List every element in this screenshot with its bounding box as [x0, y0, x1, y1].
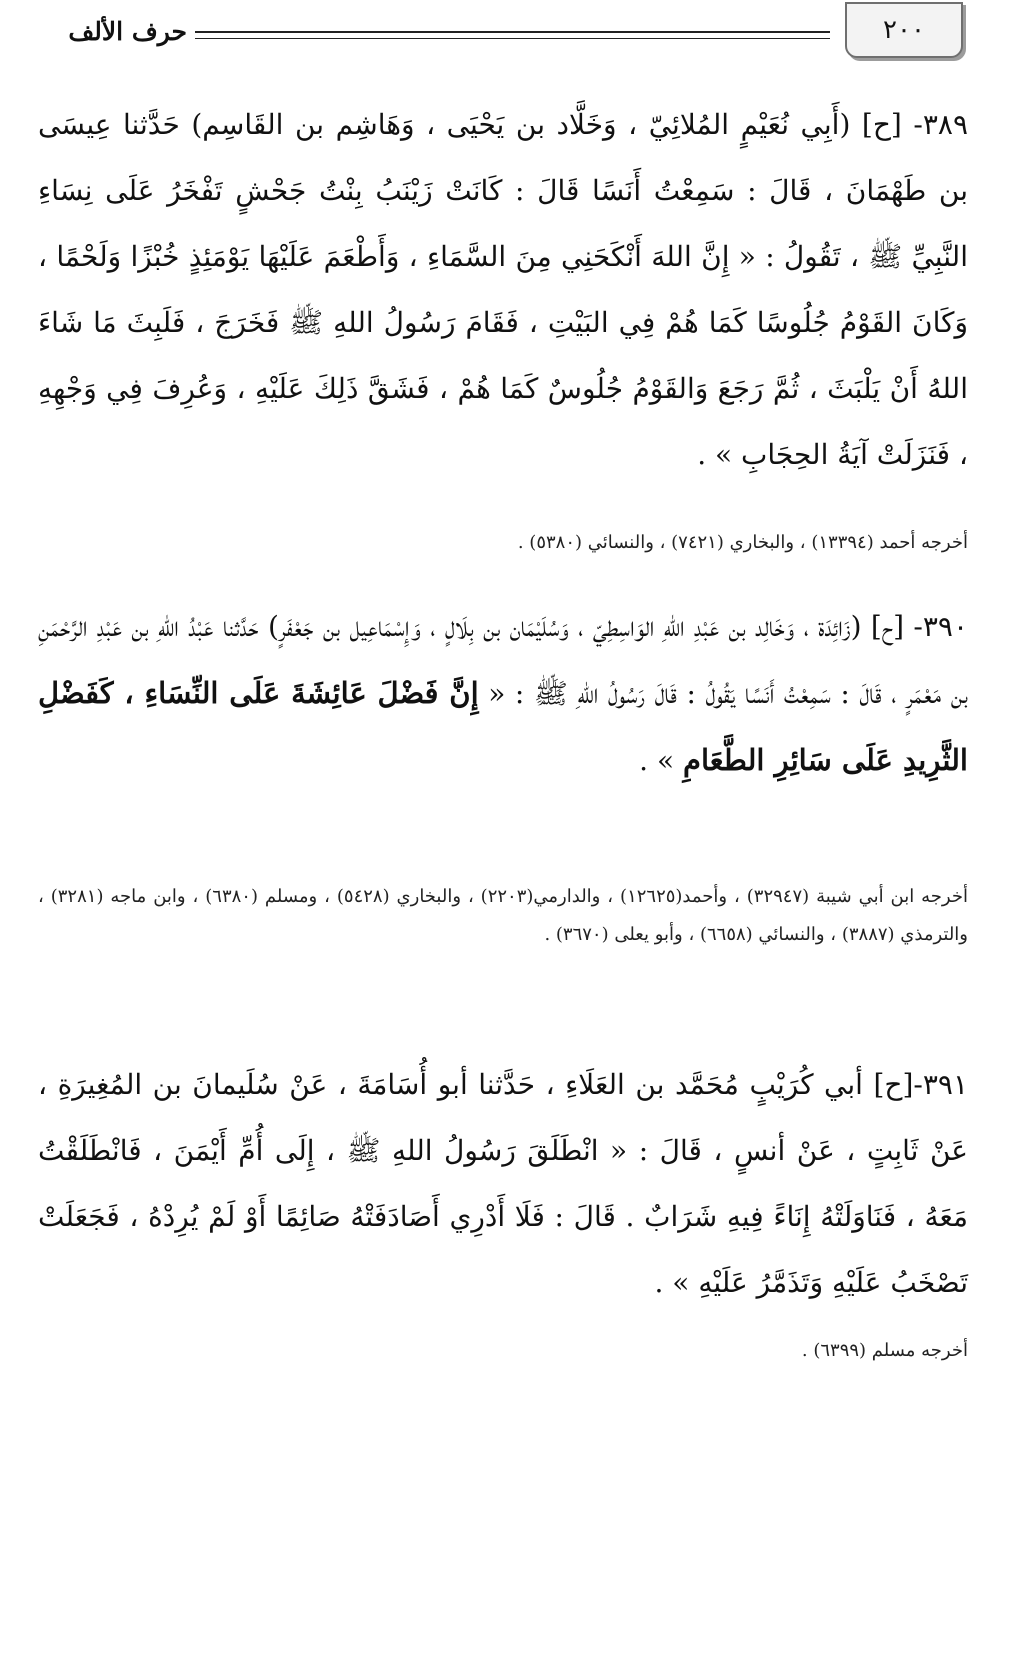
- page-header: [0, 0, 1010, 70]
- hadith-390-matn: إِنَّ فَضْلَ عَائِشَةَ عَلَى النِّسَاءِ ، كَفَضْلِ الثَّرِيدِ عَلَى سَائِرِ الطَّعَامِ: [38, 676, 968, 777]
- hadith-391-takhrij: أخرجه مسلم (٦٣٩٩) .: [801, 1340, 968, 1361]
- header-rule: [195, 38, 830, 39]
- page-number-box: [845, 2, 963, 58]
- page-number: ٢٠٠: [883, 15, 925, 45]
- hadith-389-takhrij: أخرجه أحمد (١٣٣٩٤) ، والبخاري (٧٤٢١) ، والنسائي (٥٣٨٠) .: [517, 532, 968, 553]
- hadith-390-text: [38, 594, 968, 794]
- hadith-390-takhrij: أخرجه ابن أبي شيبة (٣٢٩٤٧) ، وأحمد(١٢٦٢٥) ، والدارمي(٢٢٠٣) ، والبخاري (٥٤٢٨) ، ومسلم (٦٣٨٠) ، وابن ماجه (٣٢٨١) ، والترمذي (٣٨٨٧) ، والنسائي (٦٦٥٨) ، وأبو يعلى (٣٦٧٠) .: [38, 886, 968, 945]
- hadith-390-isnad: ٣٩٠- [ح] (زَائِدَة ، وَخَالِد بن عَبْدِ اللهِ الوَاسِطِيّ ، وَسُلَيْمَان بن بِلَالٍ ، وَإِسْمَاعِيل بن جَعْفَرٍ) حَدَّثنا عَبْدُ اللهِ بن عَبْدِ الرَّحْمَنِ بن مَعْمَرٍ ، قَالَ : سَمِعْتُ أَنَسًا يَقُولُ : قَالَ رَسُولُ اللهِ ﷺ : «: [38, 610, 968, 710]
- chapter-title: حرف الألف: [68, 17, 187, 46]
- hadith-390-closing: » .: [639, 744, 684, 777]
- hadith-391-text: ٣٩١-[ح] أبي كُرَيْبٍ مُحَمَّد بن العَلَاءِ ، حَدَّثنا أبو أُسَامَةَ ، عَنْ سُلَيمانَ بن المُغِيرَةِ ، عَنْ ثَابِتٍ ، عَنْ أنسٍ ، قَالَ : « انْطَلَقَ رَسُولُ اللهِ ﷺ ، إِلَى أُمِّ أَيْمَنَ ، فَانْطَلَقْتُ مَعَهُ ، فَنَاوَلَتْهُ إِنَاءً فِيهِ شَرَابٌ . قَالَ : فَلَا أَدْرِي أَصَادَفَتْهُ صَائِمًا أَوْ لَمْ يُرِدْهُ ، فَجَعَلَتْ تَصْخَبُ عَلَيْهِ وَتَذَمَّرُ عَلَيْهِ » .: [38, 1068, 969, 1299]
- hadith-389-text: ٣٨٩- [ح] (أَبِي نُعَيْمٍ المُلائِيّ ، وَخَلَّاد بن يَحْيَى ، وَهَاشِم بن القَاسِم) حَدَّثنا عِيسَى بن طَهْمَانَ ، قَالَ : سَمِعْتُ أَنَسًا قَالَ : كَانَتْ زَيْنَبُ بِنْتُ جَحْشٍ تَفْخَرُ عَلَى نِسَاءِ النَّبِيِّ ﷺ ، تَقُولُ : « إِنَّ اللهَ أَنْكَحَنِي مِنَ السَّمَاءِ ، وَأَطْعَمَ عَلَيْهَا يَوْمَئِذٍ خُبْزًا وَلَحْمًا ، وَكَانَ القَوْمُ جُلُوسًا كَمَا هُمْ فِي البَيْتِ ، فَقَامَ رَسُولُ اللهِ ﷺ فَخَرَجَ ، فَلَبِثَ مَا شَاءَ اللهُ أَنْ يَلْبَثَ ، ثُمَّ رَجَعَ وَالقَوْمُ جُلُوسٌ كَمَا هُمْ ، فَشَقَّ ذَلِكَ عَلَيْهِ ، وَعُرِفَ فِي وَجْهِهِ ، فَنَزَلَتْ آيَةُ الحِجَابِ » .: [38, 108, 968, 471]
- header-rule: [195, 31, 830, 33]
